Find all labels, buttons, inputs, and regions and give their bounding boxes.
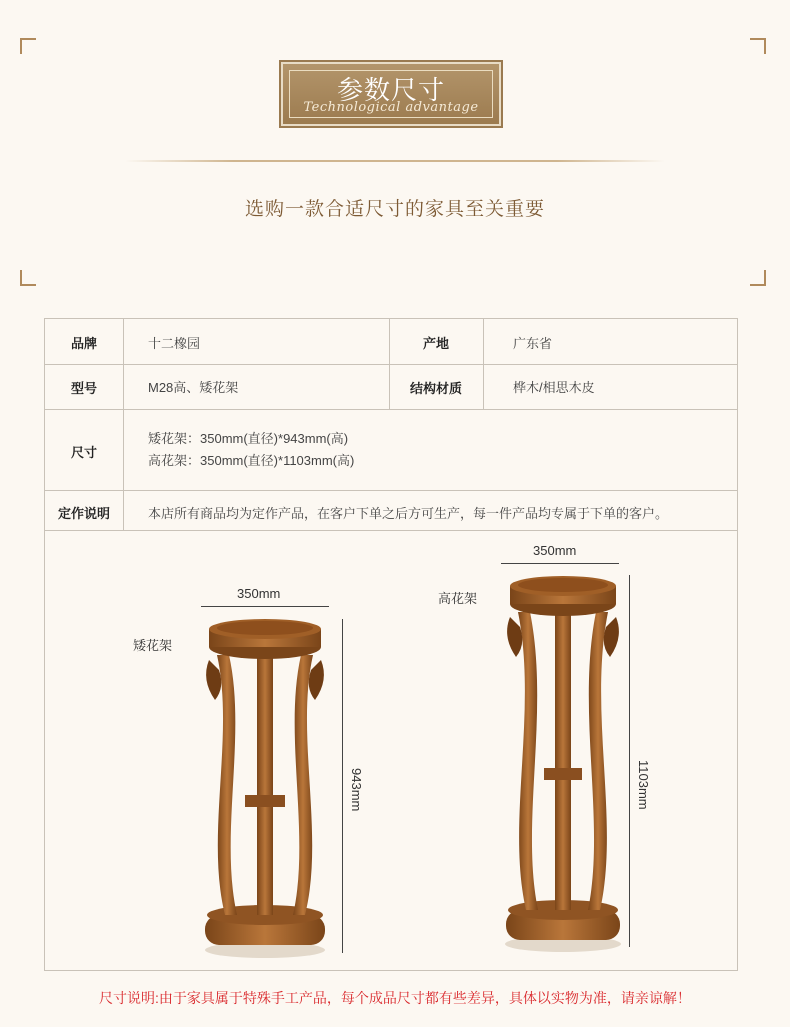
row-divider [45,364,737,365]
origin-label: 产地 [422,336,449,351]
corner-ornament [20,38,36,54]
model-label: 型号 [70,381,97,396]
row-divider [45,490,737,491]
section-title: 参数尺寸 [336,75,445,105]
short-stand-name: 矮花架 [133,638,173,653]
tall-stand-height: 1103mm [636,760,651,810]
corner-ornament [750,38,766,54]
tall-height-line [629,575,630,947]
custom-value: 本店所有商品均为定作产品，在客户下单之后方可生产，每一件产品均专属于下单的客户。 [148,506,669,521]
section-subtitle: Technological advantage [303,100,479,115]
slogan: 选购一款合适尺寸的家具至关重要 [244,199,545,220]
custom-label: 定作说明 [57,506,110,521]
tall-stand-width: 350mm [533,543,577,558]
short-stand-height: 943mm [349,768,364,812]
row-divider [45,530,737,531]
col-divider [483,319,484,409]
tall-width-line [501,563,619,564]
tall-stand-name: 高花架 [438,591,478,606]
corner-ornament [20,270,36,286]
origin-value: 广东省 [513,336,553,351]
divider [125,160,665,162]
short-plant-stand-image [195,615,335,960]
row-divider [45,409,737,410]
section-title-badge [281,62,501,126]
short-width-line [201,606,329,607]
size-line-tall: 高花架：350mm(直径)*1103mm(高) [148,453,355,468]
size-line-short: 矮花架：350mm(直径)*943mm(高) [148,431,349,446]
material-value: 桦木/相思木皮 [513,380,595,395]
brand-value: 十二橡园 [148,336,201,351]
size-label: 尺寸 [70,445,97,460]
short-stand-width: 350mm [237,586,281,601]
corner-ornament [750,270,766,286]
tall-plant-stand-image [498,572,628,954]
size-disclaimer: 尺寸说明:由于家具属于特殊手工产品，每个成品尺寸都有些差异，具体以实物为准，请亲谅解！ [99,990,691,1006]
short-height-line [342,619,343,953]
brand-label: 品牌 [70,336,97,351]
material-label: 结构材质 [409,381,462,396]
model-value: M28高、矮花架 [148,380,239,395]
col-divider [123,319,124,530]
